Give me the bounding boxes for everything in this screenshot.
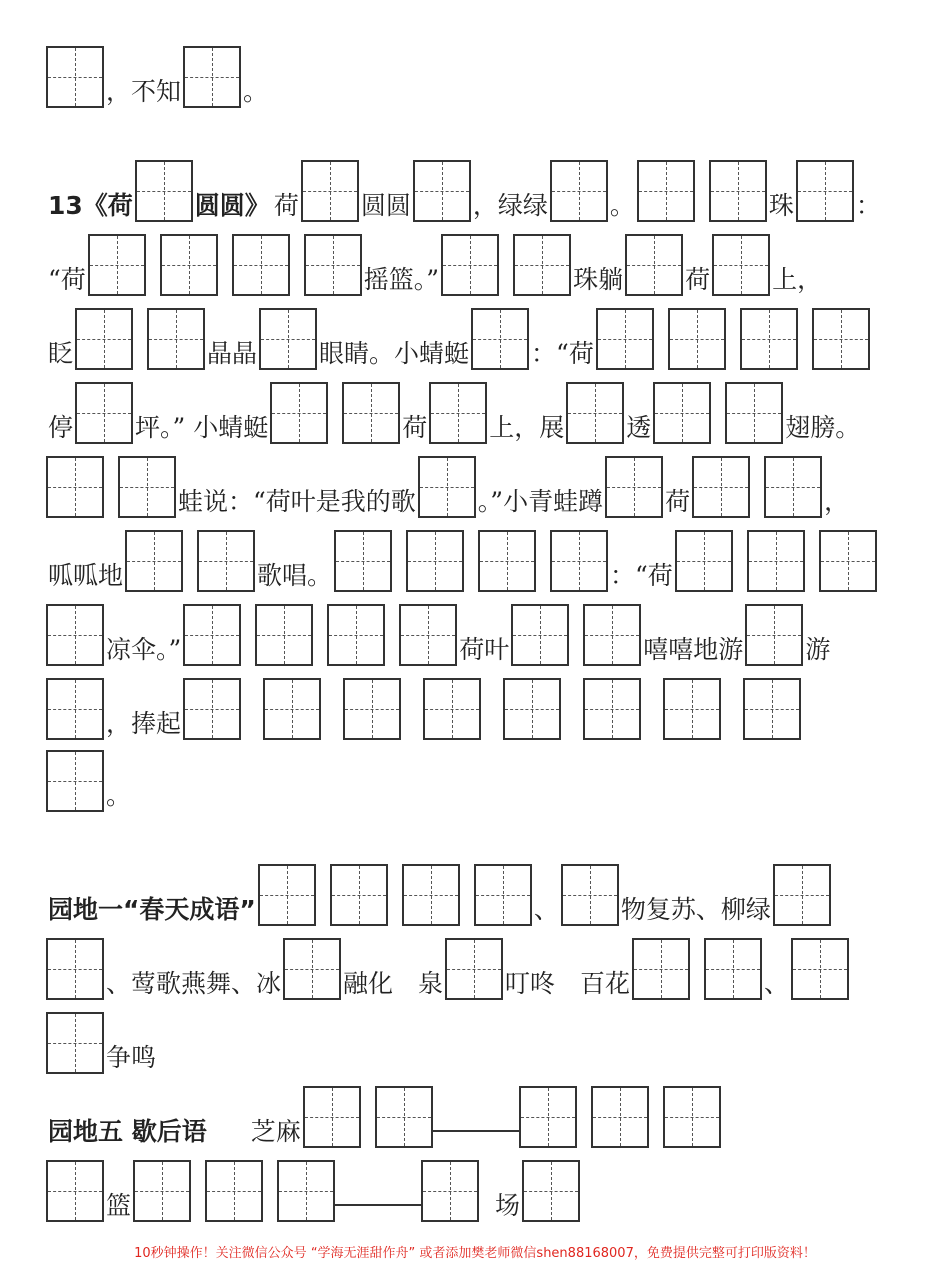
text: 歌唱。 bbox=[257, 561, 333, 590]
char-box[interactable] bbox=[342, 382, 400, 444]
text: 珠 bbox=[768, 191, 794, 220]
char-box[interactable] bbox=[743, 678, 801, 740]
text: ，捧起 bbox=[106, 709, 182, 738]
text: 、莺歌燕舞、冰 bbox=[106, 969, 282, 998]
text: 上，展 bbox=[489, 413, 565, 442]
text: 摇篮。” bbox=[363, 265, 440, 294]
garden-1-row-3 bbox=[46, 1010, 910, 1074]
text: 叮咚 百花 bbox=[505, 969, 631, 998]
char-box[interactable] bbox=[327, 604, 385, 666]
char-box[interactable] bbox=[413, 160, 471, 222]
text: 翅膀。 bbox=[785, 413, 861, 442]
text: 芝麻 bbox=[250, 1117, 301, 1146]
text: 。 bbox=[243, 77, 269, 106]
section-title: 园地一“春天成语” bbox=[48, 895, 256, 924]
char-box[interactable] bbox=[118, 456, 176, 518]
char-box[interactable] bbox=[583, 678, 641, 740]
char-box[interactable] bbox=[791, 938, 849, 1000]
char-box[interactable] bbox=[406, 530, 464, 592]
char-box[interactable] bbox=[764, 456, 822, 518]
text: ：“荷 bbox=[531, 339, 594, 368]
text: 游 bbox=[805, 635, 831, 664]
text: ：“荷 bbox=[610, 561, 673, 590]
char-box[interactable] bbox=[519, 1086, 577, 1148]
text: 晶晶 bbox=[207, 339, 258, 368]
char-box[interactable] bbox=[402, 864, 460, 926]
char-box[interactable] bbox=[399, 604, 457, 666]
text: ： bbox=[855, 191, 881, 220]
char-box[interactable] bbox=[258, 864, 316, 926]
text: 、 bbox=[764, 969, 790, 998]
row-6 bbox=[46, 528, 910, 592]
char-box[interactable] bbox=[277, 1160, 335, 1222]
text: 。”小青蛙蹲 bbox=[477, 487, 604, 516]
text: 珠躺 bbox=[573, 265, 624, 294]
garden-1-row-2 bbox=[46, 936, 910, 1000]
text: “荷 bbox=[48, 265, 86, 294]
char-box[interactable] bbox=[205, 1160, 263, 1222]
char-box[interactable] bbox=[418, 456, 476, 518]
char-box[interactable] bbox=[709, 160, 767, 222]
char-box[interactable] bbox=[301, 160, 359, 222]
char-box[interactable] bbox=[812, 308, 870, 370]
section-title: 园地五 歇后语 bbox=[48, 1117, 207, 1146]
char-box[interactable] bbox=[343, 678, 401, 740]
char-box[interactable] bbox=[263, 678, 321, 740]
text: 荷叶 bbox=[459, 635, 510, 664]
char-box[interactable] bbox=[183, 604, 241, 666]
char-box[interactable] bbox=[183, 678, 241, 740]
char-box[interactable] bbox=[561, 864, 619, 926]
char-box[interactable] bbox=[566, 382, 624, 444]
dash-line bbox=[335, 1204, 421, 1206]
text: ，不知 bbox=[106, 77, 182, 106]
char-box[interactable] bbox=[303, 1086, 361, 1148]
char-box[interactable] bbox=[147, 308, 205, 370]
text: 荷 bbox=[665, 487, 691, 516]
char-box[interactable] bbox=[283, 938, 341, 1000]
char-box[interactable] bbox=[522, 1160, 580, 1222]
char-box[interactable] bbox=[255, 604, 313, 666]
char-box[interactable] bbox=[133, 1160, 191, 1222]
text: 场 bbox=[495, 1191, 521, 1220]
char-box[interactable] bbox=[46, 750, 104, 812]
text: 圆圆 bbox=[360, 191, 411, 220]
row-4 bbox=[46, 380, 910, 444]
row-8 bbox=[46, 676, 910, 740]
char-box[interactable] bbox=[511, 604, 569, 666]
char-box[interactable] bbox=[605, 456, 663, 518]
char-box[interactable] bbox=[583, 604, 641, 666]
text: 。 bbox=[609, 191, 635, 220]
char-box[interactable] bbox=[632, 938, 690, 1000]
text: 眨 bbox=[48, 339, 74, 368]
text: 呱呱地 bbox=[48, 561, 124, 590]
char-box[interactable] bbox=[773, 864, 831, 926]
char-box[interactable] bbox=[232, 234, 290, 296]
text: 荷 bbox=[273, 191, 299, 220]
char-box[interactable] bbox=[503, 678, 561, 740]
char-box[interactable] bbox=[596, 308, 654, 370]
garden-5-line bbox=[46, 1084, 910, 1148]
char-box[interactable] bbox=[334, 530, 392, 592]
char-box[interactable] bbox=[653, 382, 711, 444]
char-box[interactable] bbox=[478, 530, 536, 592]
char-box[interactable] bbox=[197, 530, 255, 592]
text: 坪。” 小蜻蜓 bbox=[135, 413, 269, 442]
char-box[interactable] bbox=[135, 160, 193, 222]
text: 上， bbox=[772, 265, 823, 294]
char-box[interactable] bbox=[550, 160, 608, 222]
char-box[interactable] bbox=[46, 46, 104, 108]
char-box[interactable] bbox=[423, 678, 481, 740]
garden-1-line bbox=[46, 862, 910, 926]
lesson-number: 13《荷 bbox=[48, 191, 133, 220]
dash-line bbox=[433, 1130, 519, 1132]
char-box[interactable] bbox=[513, 234, 571, 296]
char-box[interactable] bbox=[429, 382, 487, 444]
text: 、 bbox=[533, 895, 559, 924]
char-box[interactable] bbox=[747, 530, 805, 592]
char-box[interactable] bbox=[692, 456, 750, 518]
promo-footer: 10秒钟操作！关注微信公众号 “学海无涯甜作舟” 或者添加樊老师微信shen88168007，免费提供完整可打印版资料！ bbox=[134, 1246, 816, 1261]
text: 嘻嘻地游 bbox=[643, 635, 744, 664]
char-box[interactable] bbox=[46, 1012, 104, 1074]
char-box[interactable] bbox=[591, 1086, 649, 1148]
char-box[interactable] bbox=[745, 604, 803, 666]
row-5 bbox=[46, 454, 910, 518]
char-box[interactable] bbox=[819, 530, 877, 592]
char-box[interactable] bbox=[75, 382, 133, 444]
char-box[interactable] bbox=[75, 308, 133, 370]
char-box[interactable] bbox=[88, 234, 146, 296]
char-box[interactable] bbox=[725, 382, 783, 444]
char-box[interactable] bbox=[46, 1160, 104, 1222]
text: 蛙说：“荷叶是我的歌 bbox=[178, 487, 416, 516]
text: 融化 泉 bbox=[343, 969, 444, 998]
lesson-13-line bbox=[46, 158, 910, 222]
char-box[interactable] bbox=[663, 678, 721, 740]
text: 争鸣 bbox=[106, 1043, 157, 1072]
char-box[interactable] bbox=[796, 160, 854, 222]
char-box[interactable] bbox=[704, 938, 762, 1000]
char-box[interactable] bbox=[304, 234, 362, 296]
row-3 bbox=[46, 306, 910, 370]
char-box[interactable] bbox=[637, 160, 695, 222]
char-box[interactable] bbox=[445, 938, 503, 1000]
char-box[interactable] bbox=[474, 864, 532, 926]
lesson-title: 圆圆》 bbox=[194, 191, 270, 220]
text: ，绿绿 bbox=[472, 191, 548, 220]
text: 荷 bbox=[685, 265, 711, 294]
garden-5-row-2 bbox=[46, 1158, 910, 1222]
text: 篮 bbox=[106, 1191, 132, 1220]
char-box[interactable] bbox=[421, 1160, 479, 1222]
text: 透 bbox=[626, 413, 652, 442]
text: 物复苏、柳绿 bbox=[620, 895, 771, 924]
char-box[interactable] bbox=[160, 234, 218, 296]
char-box[interactable] bbox=[46, 604, 104, 666]
row-2 bbox=[46, 232, 910, 296]
text: 。 bbox=[106, 781, 132, 810]
char-box[interactable] bbox=[740, 308, 798, 370]
text: ， bbox=[824, 487, 850, 516]
char-box[interactable] bbox=[550, 530, 608, 592]
char-box[interactable] bbox=[183, 46, 241, 108]
char-box[interactable] bbox=[675, 530, 733, 592]
char-box[interactable] bbox=[330, 864, 388, 926]
text: 停 bbox=[48, 413, 74, 442]
char-box[interactable] bbox=[46, 456, 104, 518]
text: 荷 bbox=[402, 413, 428, 442]
char-box[interactable] bbox=[259, 308, 317, 370]
char-box[interactable] bbox=[441, 234, 499, 296]
char-box[interactable] bbox=[712, 234, 770, 296]
char-box[interactable] bbox=[625, 234, 683, 296]
row-9 bbox=[46, 748, 910, 812]
row-7 bbox=[46, 602, 910, 666]
char-box[interactable] bbox=[46, 938, 104, 1000]
char-box[interactable] bbox=[375, 1086, 433, 1148]
char-box[interactable] bbox=[663, 1086, 721, 1148]
text: 凉伞。” bbox=[106, 635, 182, 664]
char-box[interactable] bbox=[125, 530, 183, 592]
text: 眼睛。小蜻蜓 bbox=[319, 339, 470, 368]
char-box[interactable] bbox=[270, 382, 328, 444]
char-box[interactable] bbox=[471, 308, 529, 370]
line-0 bbox=[46, 44, 910, 108]
char-box[interactable] bbox=[46, 678, 104, 740]
char-box[interactable] bbox=[668, 308, 726, 370]
